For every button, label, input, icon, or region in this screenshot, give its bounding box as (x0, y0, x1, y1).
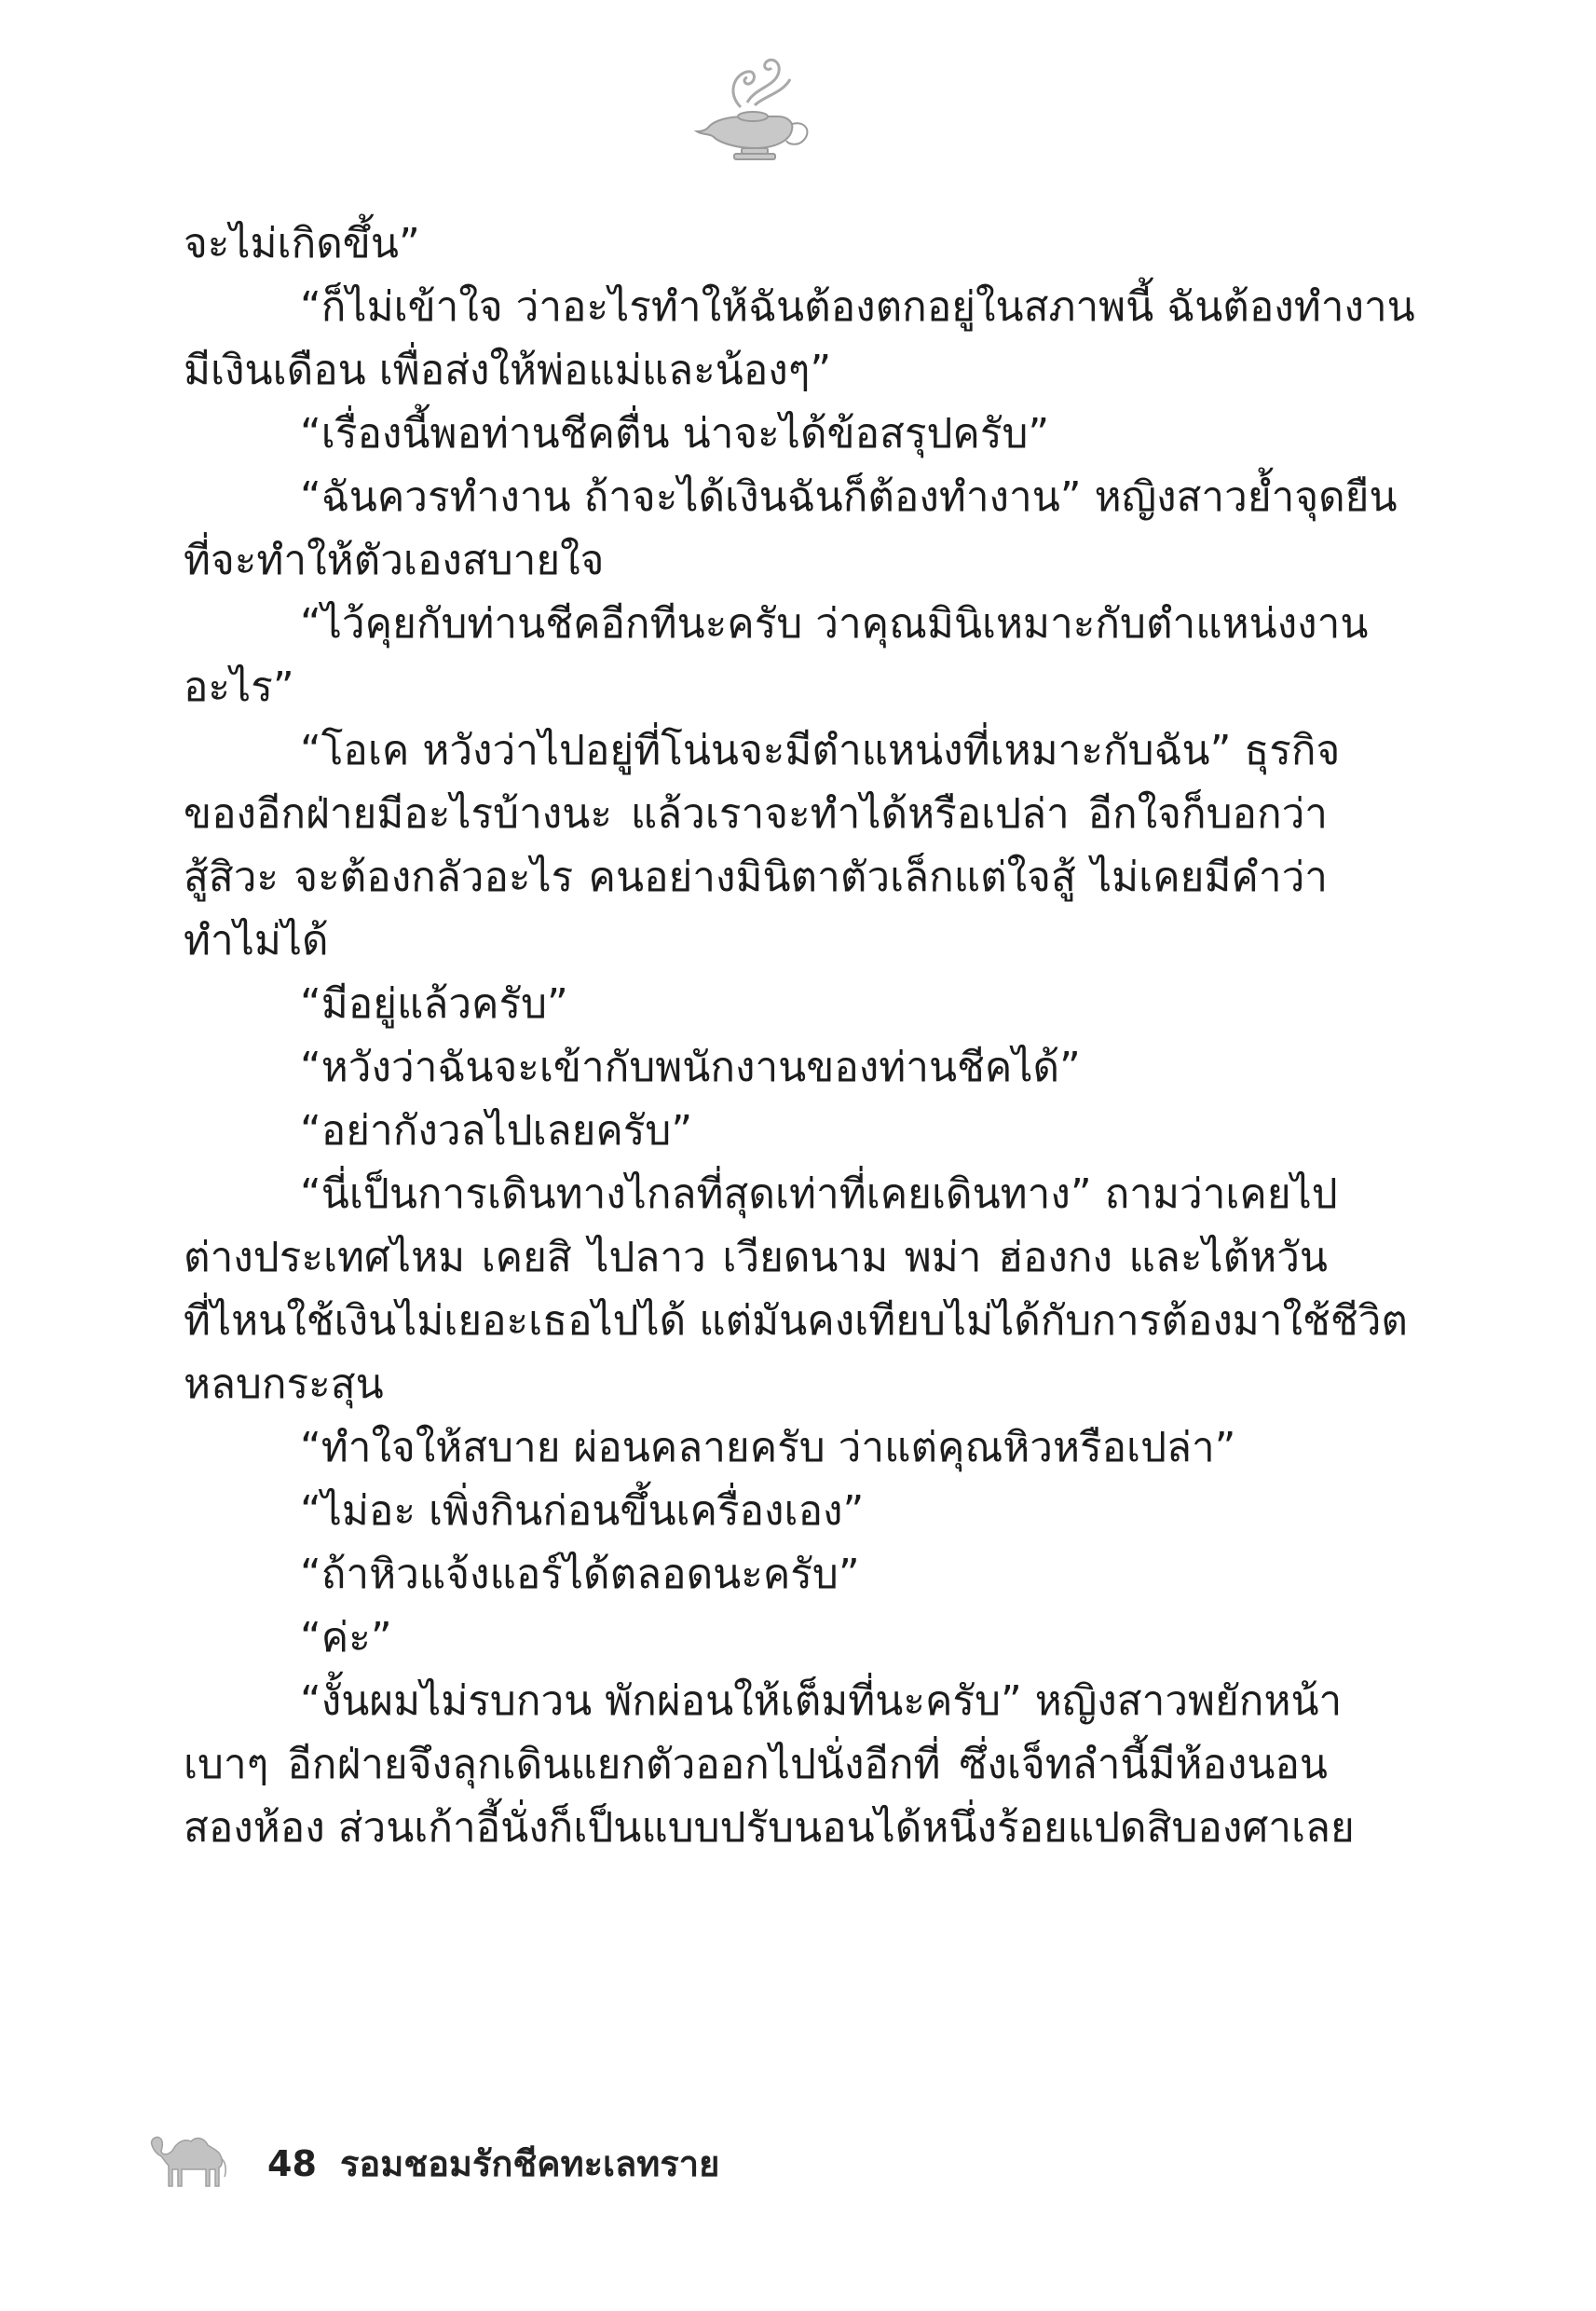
text-line: “นี่เป็นการเดินทางไกลที่สุดเท่าที่เคยเดินทาง” ถามว่าเคยไป (300, 1170, 1338, 1218)
page-footer (144, 2125, 797, 2190)
text-line: ที่จะทำให้ตัวเองสบายใจ (184, 537, 605, 584)
text-line: ต่างประเทศไหม เคยสิ ไปลาว เวียดนาม พม่า ฮ่องกง และไต้หวัน (184, 1234, 1328, 1281)
text-line: อะไร” (184, 663, 294, 711)
text-line: ทำไม่ได้ (184, 917, 329, 964)
text-line: “งั้นผมไม่รบกวน พักผ่อนให้เต็มที่นะครับ” หญิงสาวพยักหน้า (300, 1677, 1343, 1725)
text-line: หลบกระสุน (184, 1361, 384, 1408)
text-line: “ถ้าหิวแจ้งแอร์ได้ตลอดนะครับ” (300, 1551, 860, 1598)
text-line: “ไว้คุยกับท่านชีคอีกทีนะครับ ว่าคุณมินิเหมาะกับตำแหน่งงาน (300, 600, 1369, 648)
text-line: ของอีกฝ่ายมีอะไรบ้างนะ แล้วเราจะทำได้หรือเปล่า อีกใจก็บอกว่า (184, 790, 1328, 838)
text-line: “ค่ะ” (300, 1614, 392, 1661)
text-line: “โอเค หวังว่าไปอยู่ที่โน่นจะมีตำแหน่งที่เหมาะกับฉัน” ธุรกิจ (300, 727, 1341, 774)
text-line: “ไม่อะ เพิ่งกินก่อนขึ้นเครื่องเอง” (300, 1487, 865, 1535)
text-line: “ก็ไม่เข้าใจ ว่าอะไรทำให้ฉันต้องตกอยู่ในสภาพนี้ ฉันต้องทำงาน (300, 283, 1415, 331)
text-line: ที่ไหนใช้เงินไม่เยอะเธอไปได้ แต่มันคงเทียบไม่ได้กับการต้องมาใช้ชีวิต (184, 1297, 1409, 1345)
text-line: “ฉันควรทำงาน ถ้าจะได้เงินฉันก็ต้องทำงาน” หญิงสาวย้ำจุดยืน (300, 473, 1398, 521)
text-line: “อย่ากังวลไปเลยครับ” (300, 1107, 693, 1155)
text-line: “หวังว่าฉันจะเข้ากับพนักงานของท่านชีคได้” (300, 1044, 1081, 1091)
text-line: มีเงินเดือน เพื่อส่งให้พ่อแม่และน้องๆ” (184, 347, 832, 394)
text-line: เบาๆ อีกฝ่ายจึงลุกเดินแยกตัวออกไปนั่งอีกที่ ซึ่งเจ็ทลำนี้มีห้องนอน (184, 1741, 1328, 1788)
camel-icon (144, 2125, 238, 2190)
text-line: สู้สิวะ จะต้องกลัวอะไร คนอย่างมินิตาตัวเล็กแต่ใจสู้ ไม่เคยมีคำว่า (184, 854, 1328, 901)
genie-lamp-icon (689, 51, 820, 168)
text-line: “เรื่องนี้พอท่านชีคตื่น น่าจะได้ข้อสรุปครับ” (300, 410, 1050, 458)
book-title: รอมชอมรักชีคทะเลทราย (340, 2143, 720, 2184)
text-line: “ทำใจให้สบาย ผ่อนคลายครับ ว่าแต่คุณหิวหรือเปล่า” (300, 1424, 1236, 1471)
text-line: จะไม่เกิดขึ้น” (184, 220, 420, 267)
text-line: “มีอยู่แล้วครับ” (300, 980, 568, 1028)
page-number: 48 (267, 2143, 317, 2184)
text-line: สองห้อง ส่วนเก้าอี้นั่งก็เป็นแบบปรับนอนได้หนึ่งร้อยแปดสิบองศาเลย (184, 1804, 1355, 1852)
